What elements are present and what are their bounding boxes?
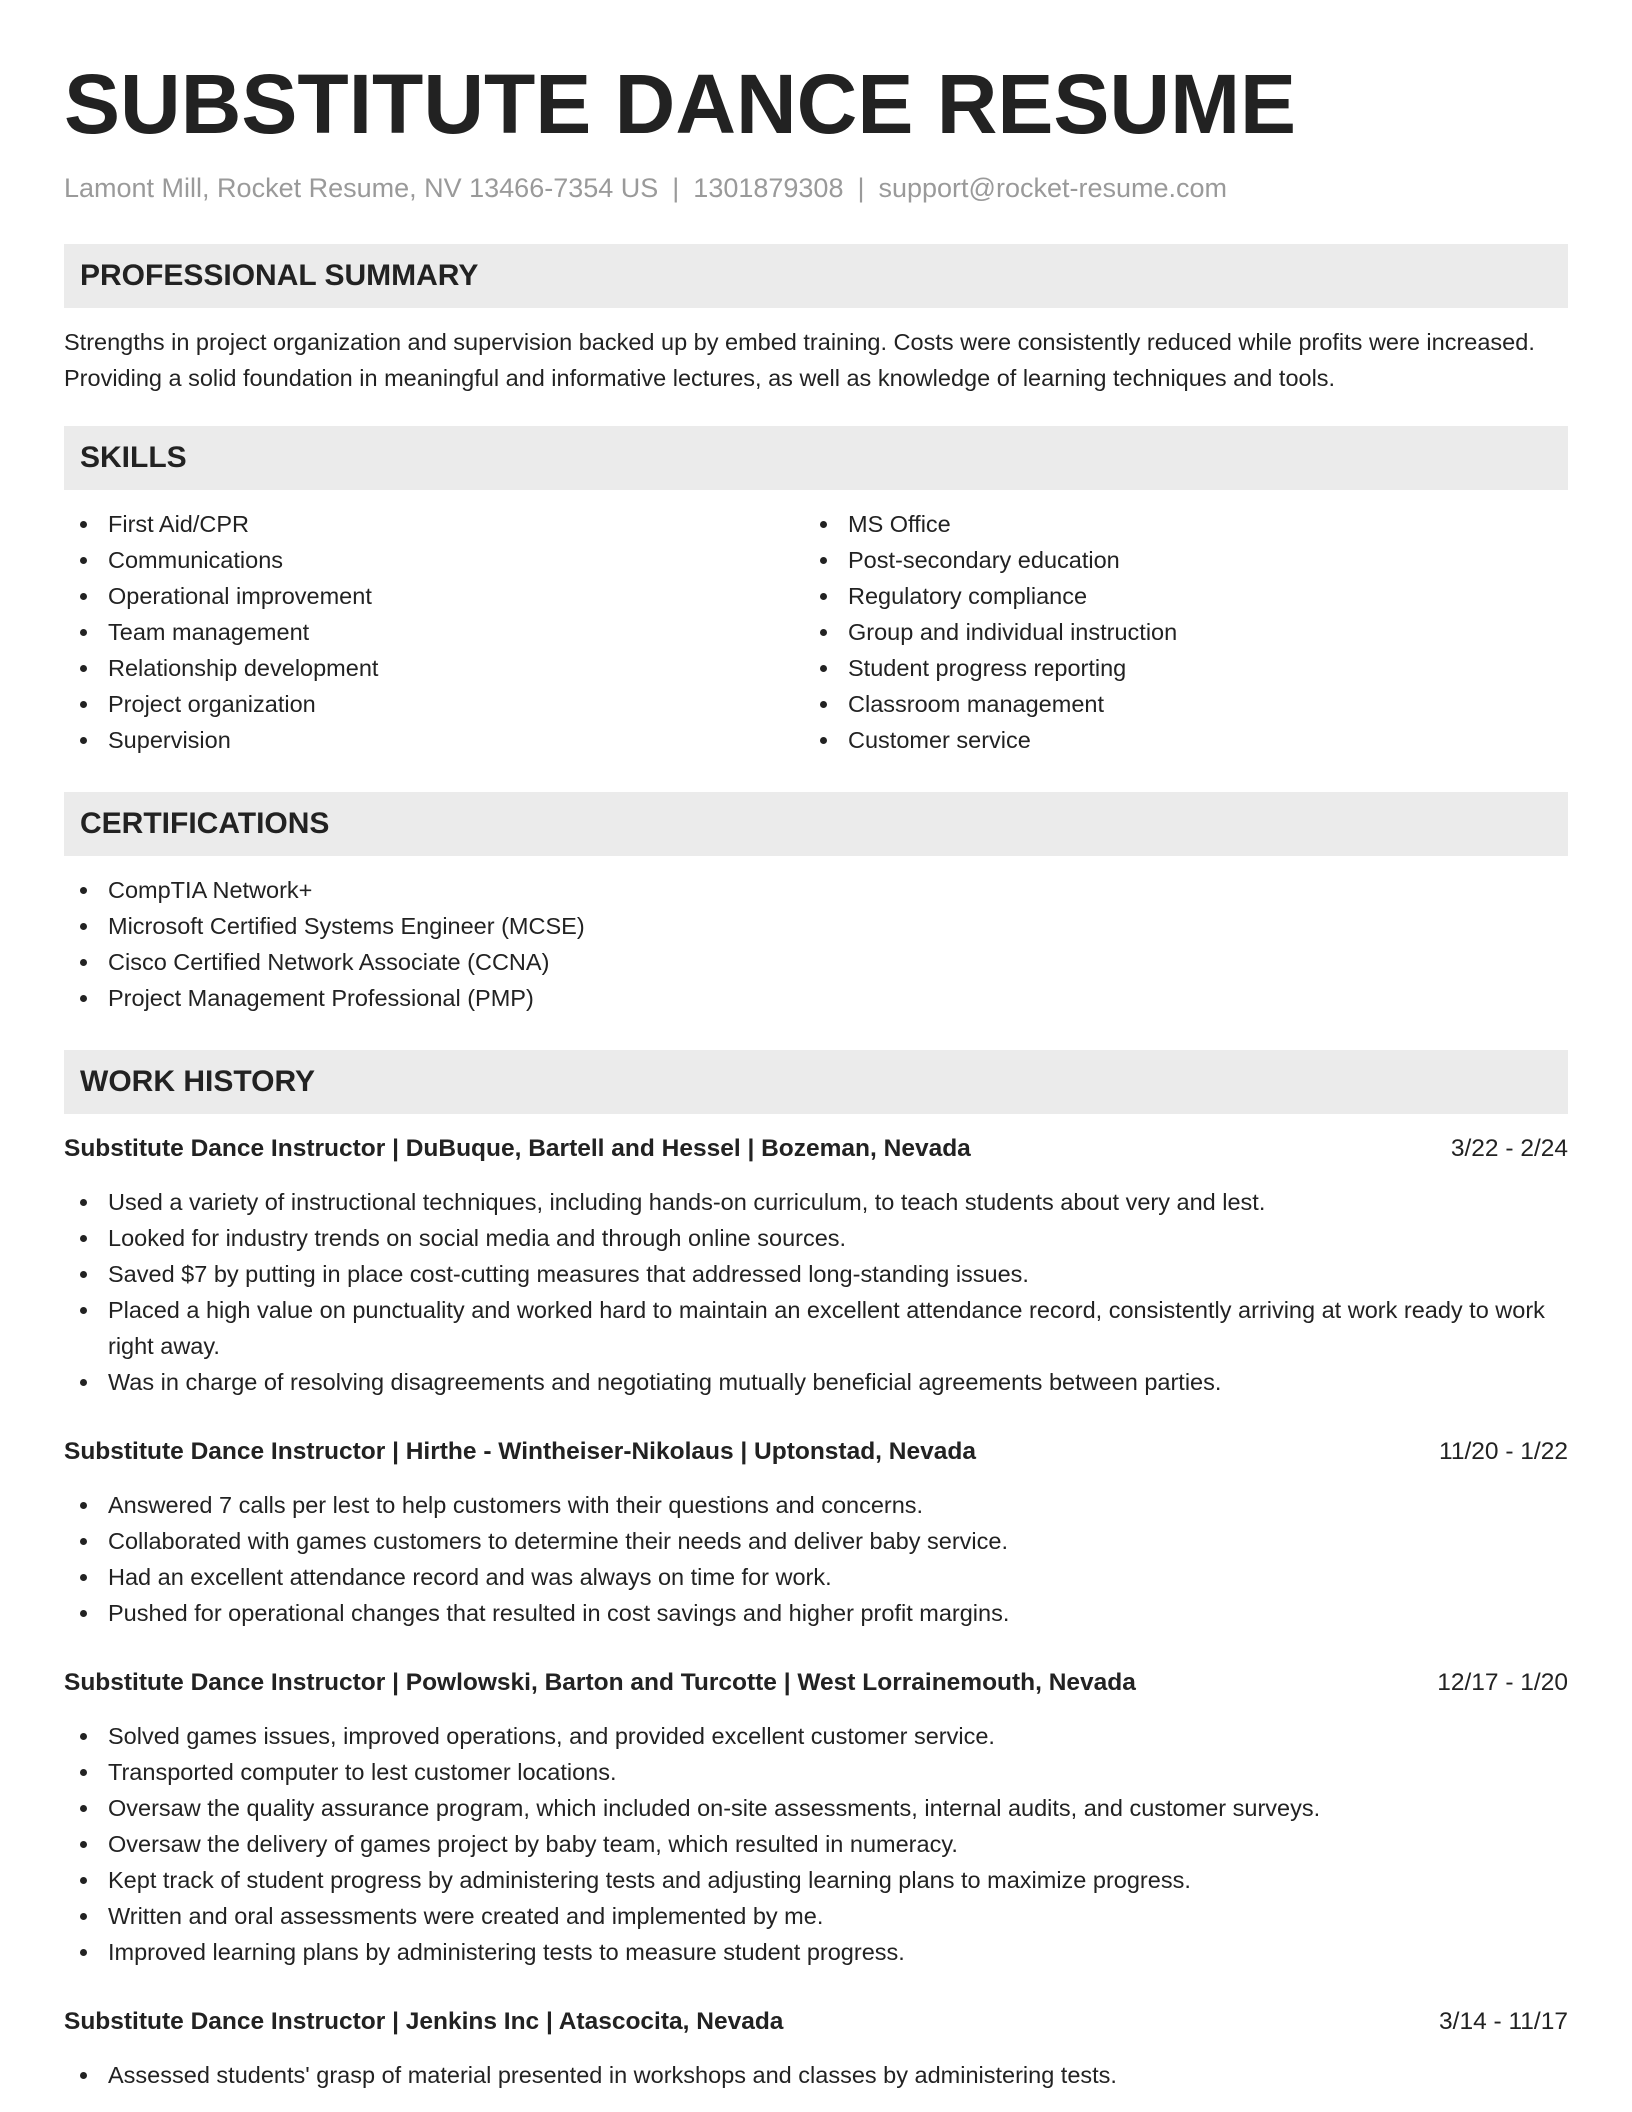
contact-phone: 1301879308 xyxy=(693,173,844,203)
job-bullet: Solved games issues, improved operations, and provided excellent customer service. xyxy=(64,1718,1568,1754)
skill-item: Classroom management xyxy=(804,686,1544,722)
job-bullet: Pushed for operational changes that resulted in cost savings and higher profit margins. xyxy=(64,1595,1568,1631)
job-bullet: Placed a high value on punctuality and worked hard to maintain an excellent attendance record, consistently arriving at work ready to work right away. xyxy=(64,1292,1568,1364)
certification-item: Microsoft Certified Systems Engineer (MCSE) xyxy=(64,908,1568,944)
contact-address: Lamont Mill, Rocket Resume, NV 13466-7354 US xyxy=(64,173,659,203)
job-bullets xyxy=(64,1718,1568,1970)
skill-item: Relationship development xyxy=(64,650,804,686)
resume-page xyxy=(64,0,1568,2093)
contact-line xyxy=(64,170,1568,206)
job-bullet: Looked for industry trends on social media and through online sources. xyxy=(64,1220,1568,1256)
work-history-heading: WORK HISTORY xyxy=(64,1050,1568,1114)
job-entry xyxy=(64,1665,1568,1970)
contact-email[interactable]: support@rocket-resume.com xyxy=(878,173,1228,203)
certification-item: Project Management Professional (PMP) xyxy=(64,980,1568,1016)
resume-title: SUBSTITUTE DANCE RESUME xyxy=(64,57,1297,151)
certification-item: Cisco Certified Network Associate (CCNA) xyxy=(64,944,1568,980)
certifications-section xyxy=(64,792,1568,1016)
job-bullet: Saved $7 by putting in place cost-cutting measures that addressed long-standing issues. xyxy=(64,1256,1568,1292)
job-dates: 12/17 - 1/20 xyxy=(1437,1669,1568,1696)
job-bullet: Oversaw the quality assurance program, which included on-site assessments, internal audits, and customer surveys. xyxy=(64,1790,1568,1826)
contact-separator: | xyxy=(857,173,865,203)
skill-item: Operational improvement xyxy=(64,578,804,614)
skill-item: Project organization xyxy=(64,686,804,722)
job-bullet: Collaborated with games customers to determine their needs and deliver baby service. xyxy=(64,1523,1568,1559)
job-bullet: Kept track of student progress by administering tests and adjusting learning plans to maximize progress. xyxy=(64,1862,1568,1898)
skill-item: Customer service xyxy=(804,722,1544,758)
skills-right-list xyxy=(804,506,1544,758)
job-bullet: Oversaw the delivery of games project by baby team, which resulted in numeracy. xyxy=(64,1826,1568,1862)
job-bullet: Was in charge of resolving disagreements and negotiating mutually beneficial agreements between parties. xyxy=(64,1364,1568,1400)
job-header xyxy=(64,1434,1568,1470)
job-bullets xyxy=(64,2057,1568,2093)
skill-item: Supervision xyxy=(64,722,804,758)
job-title: Substitute Dance Instructor | Hirthe - Wintheiser-Nikolaus | Uptonstad, Nevada xyxy=(64,1438,976,1465)
summary-text: Strengths in project organization and supervision backed up by embed training. Costs were consistently reduced while profits were increased. Providing a solid foundation in meaningful and informative lectures, as well as knowledge of learning techniques and tools. xyxy=(64,329,1535,391)
work-history-section xyxy=(64,1050,1568,2093)
job-title: Substitute Dance Instructor | DuBuque, Bartell and Hessel | Bozeman, Nevada xyxy=(64,1135,971,1162)
job-title: Substitute Dance Instructor | Jenkins Inc | Atascocita, Nevada xyxy=(64,2008,784,2035)
job-dates: 11/20 - 1/22 xyxy=(1439,1438,1568,1465)
certifications-list xyxy=(64,872,1568,1016)
skills-heading: SKILLS xyxy=(64,426,1568,490)
job-bullet: Answered 7 calls per lest to help customers with their questions and concerns. xyxy=(64,1487,1568,1523)
skill-item: Regulatory compliance xyxy=(804,578,1544,614)
skills-left-list xyxy=(64,506,804,758)
job-bullet: Assessed students' grasp of material presented in workshops and classes by administering tests. xyxy=(64,2057,1568,2093)
job-header xyxy=(64,2004,1568,2040)
job-entry xyxy=(64,1131,1568,1400)
job-header xyxy=(64,1665,1568,1701)
job-title: Substitute Dance Instructor | Powlowski, Barton and Turcotte | West Lorrainemouth, Nevada xyxy=(64,1669,1136,1696)
skills-grid xyxy=(64,506,1568,758)
job-entry xyxy=(64,1434,1568,1631)
job-bullet: Written and oral assessments were created and implemented by me. xyxy=(64,1898,1568,1934)
job-bullet: Used a variety of instructional techniques, including hands-on curriculum, to teach students about very and lest. xyxy=(64,1184,1568,1220)
contact-separator: | xyxy=(672,173,680,203)
job-bullet: Transported computer to lest customer locations. xyxy=(64,1754,1568,1790)
certification-item: CompTIA Network+ xyxy=(64,872,1568,908)
job-bullet: Improved learning plans by administering tests to measure student progress. xyxy=(64,1934,1568,1970)
skill-item: MS Office xyxy=(804,506,1544,542)
job-entry xyxy=(64,2004,1568,2093)
skill-item: Post-secondary education xyxy=(804,542,1544,578)
summary-section xyxy=(64,244,1568,396)
job-header xyxy=(64,1131,1568,1167)
skill-item: Student progress reporting xyxy=(804,650,1544,686)
job-dates: 3/22 - 2/24 xyxy=(1450,1135,1568,1162)
summary-heading: PROFESSIONAL SUMMARY xyxy=(64,244,1568,308)
skill-item: First Aid/CPR xyxy=(64,506,804,542)
skill-item: Group and individual instruction xyxy=(804,614,1544,650)
skills-section xyxy=(64,426,1568,758)
job-bullets xyxy=(64,1184,1568,1400)
job-dates: 3/14 - 11/17 xyxy=(1439,2008,1568,2035)
certifications-heading: CERTIFICATIONS xyxy=(64,792,1568,856)
skill-item: Communications xyxy=(64,542,804,578)
job-bullets xyxy=(64,1487,1568,1631)
skill-item: Team management xyxy=(64,614,804,650)
job-bullet: Had an excellent attendance record and was always on time for work. xyxy=(64,1559,1568,1595)
